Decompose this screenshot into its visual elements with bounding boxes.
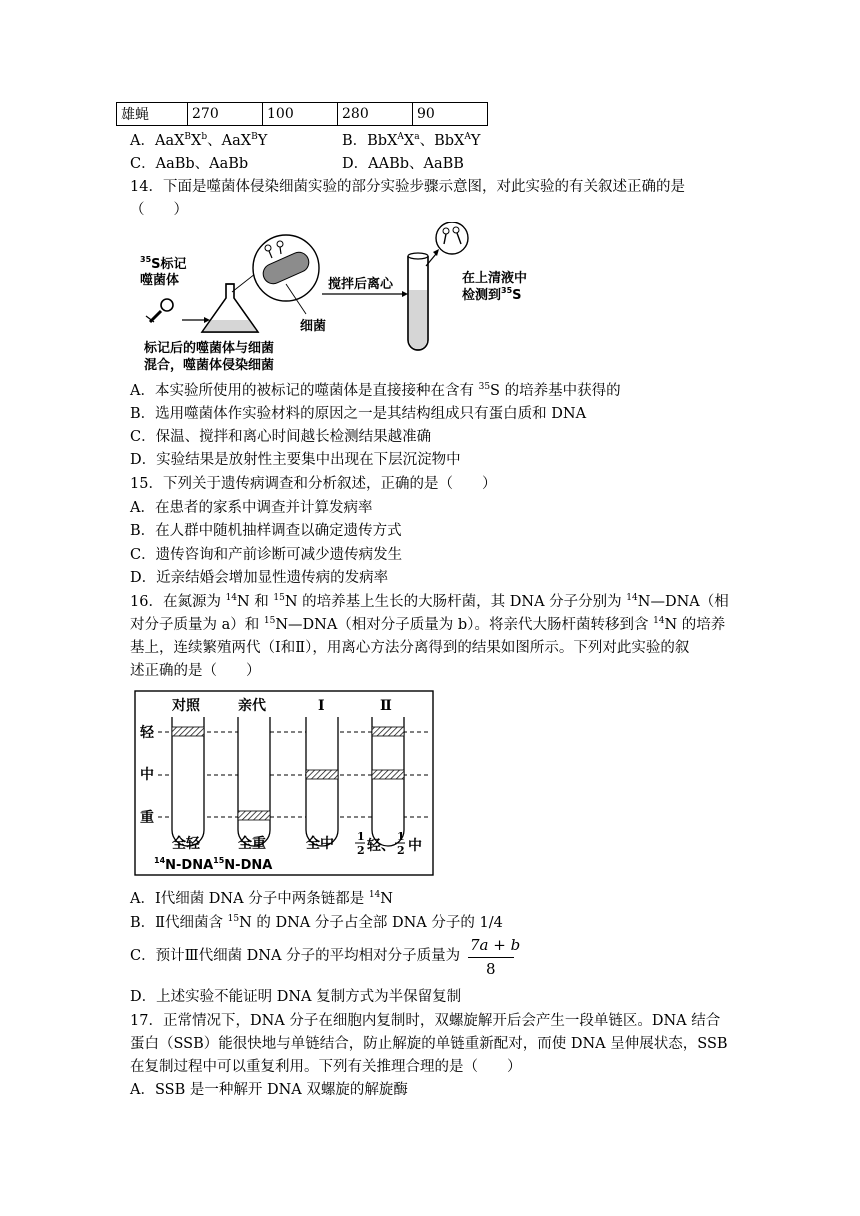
flask-icon xyxy=(202,284,258,332)
q15-stem: 15．下列关于遗传病调查和分析叙述，正确的是（ ） xyxy=(130,476,497,492)
table-row xyxy=(117,103,488,126)
fig-col-parent: 亲代 xyxy=(238,698,266,714)
tube-gen1 xyxy=(306,717,338,846)
q13-option-c: C．AaBb、AaBb xyxy=(130,156,249,172)
svg-text:1: 1 xyxy=(357,830,365,843)
fig-bottom-all-light: 全轻 xyxy=(172,836,200,852)
q17-stem-line-2: 蛋白（SSB）能很快地与单链结合，防止解旋的单链重新配对，而使 DNA 呈伸展状态，SSB xyxy=(130,1036,728,1052)
fraction-bar xyxy=(468,957,514,958)
q15-option-d: D．近亲结婚会增加显性遗传病的发病率 xyxy=(130,570,389,586)
svg-text:2: 2 xyxy=(397,844,405,857)
q17-option-a: A．SSB 是一种解开 DNA 双螺旋的解旋酶 xyxy=(130,1082,408,1098)
svg-text:轻、: 轻、 xyxy=(367,838,395,854)
fig-row-medium: 中 xyxy=(140,767,154,783)
tube-parent xyxy=(238,717,270,846)
fig-row-heavy: 重 xyxy=(140,810,154,826)
q16-option-a: A．Ⅰ代细菌 DNA 分子中两条链都是 $^{14}$N xyxy=(130,890,393,907)
q16-stem-line-1: 16．在氮源为 $^{14}$N 和 $^{15}$N 的培养基上生长的大肠杆菌，其 DNA 分子分别为 $^{14}$N—DNA（相 xyxy=(130,593,729,610)
fig-supernatant-label: 在上清液中 xyxy=(462,271,528,286)
q15-option-b: B．在人群中随机抽样调查以确定遗传方式 xyxy=(130,523,402,539)
q14-stem: 14．下面是噬菌体侵染细菌实验的部分实验步骤示意图，对此实验的有关叙述正确的是 xyxy=(130,179,685,195)
svg-text:1: 1 xyxy=(397,830,405,843)
fig-dna15-label: N-DNA xyxy=(224,858,273,873)
fig-dna14-label: N-DNA xyxy=(165,858,214,873)
svg-text:中: 中 xyxy=(408,838,422,854)
table-cell: 270 xyxy=(188,103,263,126)
svg-text:检测到35S: 检测到$^{35}$S xyxy=(462,286,522,303)
q14-option-a: A．本实验所使用的被标记的噬菌体是直接接种在含有 $^{35}$S 的培养基中获得的 xyxy=(130,382,621,399)
fig-bottom-all-medium: 全中 xyxy=(306,836,334,852)
fig-col-control: 对照 xyxy=(172,698,200,714)
fig-bacterium-label: 细菌 xyxy=(300,319,327,334)
fig-35s-sup: 35 xyxy=(140,255,152,264)
phage-icon xyxy=(146,299,173,322)
q16-stem-line-3: 基上，连续繁殖两代（Ⅰ和Ⅱ），用离心方法分离得到的结果如图所示。下列对此实验的叙 xyxy=(130,640,690,656)
table-cell: 雄蝇 xyxy=(117,103,188,126)
q15-option-c: C．遗传咨询和产前诊断可减少遗传病发生 xyxy=(130,547,403,563)
fig-35s-label: S标记 xyxy=(151,257,187,272)
q14-option-b: B．选用噬菌体作实验材料的原因之一是其结构组成只有蛋白质和 DNA xyxy=(130,406,587,422)
q13-option-a: A．$AaX^BX^b$、AaX$^B$Y xyxy=(130,132,268,149)
table-cell: 90 xyxy=(413,103,488,126)
tube-control xyxy=(172,717,204,846)
q14-option-c: C．保温、搅拌和离心时间越长检测结果越准确 xyxy=(130,429,432,445)
dna-centrifuge-figure xyxy=(134,690,434,876)
q16-option-b: B．Ⅱ代细菌含 $^{15}$N 的 DNA 分子占全部 DNA 分子的 1/4 xyxy=(130,914,503,931)
q17-stem-line-1: 17．正常情况下，DNA 分子在细胞内复制时，双螺旋解开后会产生一段单链区。DNA 结合 xyxy=(130,1013,721,1029)
q14-option-d: D．实验结果是放射性主要集中出现在下层沉淀物中 xyxy=(130,452,461,468)
q16-stem-line-4: 述正确的是（ ） xyxy=(130,663,261,679)
q14-stem-paren: （ ） xyxy=(130,202,188,218)
tube-gen2 xyxy=(372,717,404,846)
svg-text:2: 2 xyxy=(357,844,365,857)
fig-mix-label-2: 混合，噬菌体侵染细菌 xyxy=(144,358,275,373)
q16-stem-line-2: 对分子质量为 a）和 $^{15}$N—DNA（相对分子质量为 b）。将亲代大肠杆菌转移到含 $^{14}$N 的培养 xyxy=(130,616,726,633)
q15-option-a: A．在患者的家系中调查并计算发病率 xyxy=(130,500,373,516)
fig-dna15-sup: 15 xyxy=(213,856,225,865)
centrifuge-tube-icon xyxy=(408,253,428,350)
supernatant-phage-icon xyxy=(436,222,468,254)
fig-stir-label: 搅拌后离心 xyxy=(328,277,394,292)
fraction-denominator: 8 xyxy=(486,960,496,978)
phage-experiment-figure xyxy=(140,222,560,374)
fig-row-light: 轻 xyxy=(140,725,154,741)
q13-option-d: D．AABb、AaBB xyxy=(342,156,464,172)
table-cell: 280 xyxy=(338,103,413,126)
fig-bottom-all-heavy: 全重 xyxy=(238,836,266,852)
q17-stem-line-3: 在复制过程中可以重复利用。下列有关推理合理的是（ ） xyxy=(130,1059,522,1075)
q16-option-d: D．上述实验不能证明 DNA 复制方式为半保留复制 xyxy=(130,989,462,1005)
fig-col-gen1: Ⅰ xyxy=(318,698,325,714)
fig-phage-label: 噬菌体 xyxy=(140,273,180,288)
q16-option-c: C．预计Ⅲ代细菌 DNA 分子的平均相对分子质量为 xyxy=(130,948,461,964)
fig-detected-label: 检测到 xyxy=(462,288,502,303)
svg-text:35S标记 xyxy=(140,255,187,272)
fig-mix-label-1: 标记后的噬菌体与细菌 xyxy=(144,341,275,356)
fly-data-table xyxy=(116,102,488,126)
table-cell: 100 xyxy=(263,103,338,126)
fig-col-gen2: Ⅱ xyxy=(380,698,392,714)
q13-option-b: B．$BbX^AX^a$、BbX$^A$Y xyxy=(342,132,481,149)
fig-dna14-sup: 14 xyxy=(154,856,166,865)
magnified-bacterium-icon xyxy=(253,235,319,301)
fraction-numerator: 7a + b xyxy=(470,936,521,954)
